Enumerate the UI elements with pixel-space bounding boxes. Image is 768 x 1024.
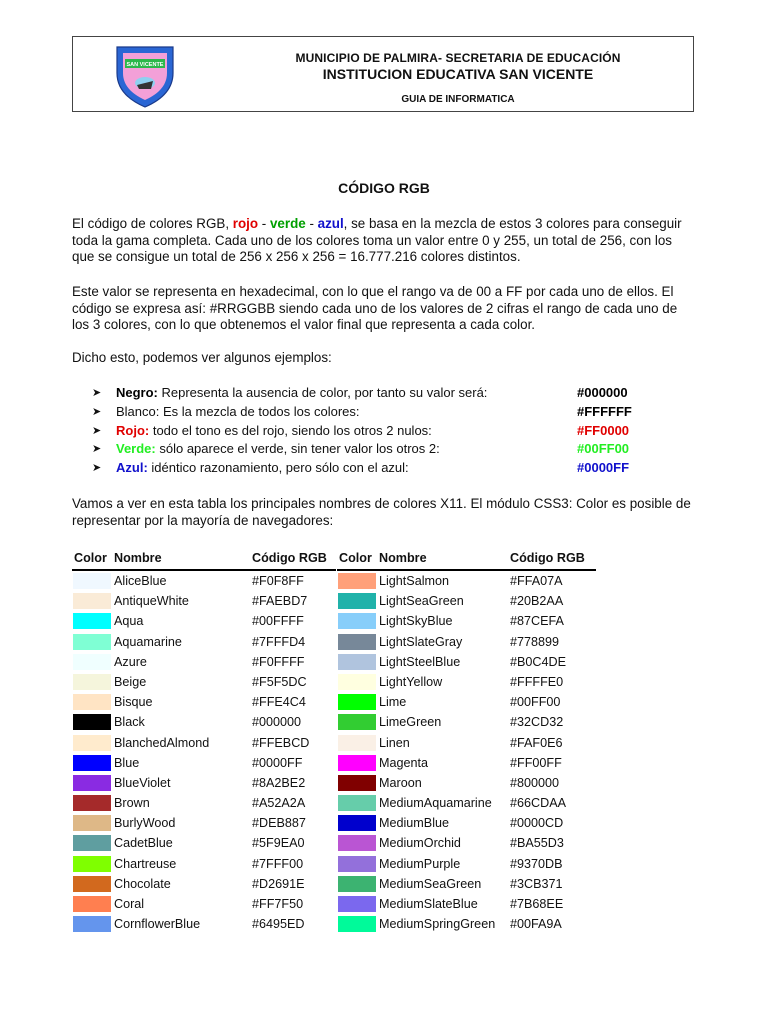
intro-paragraph-2: Este valor se representa en hexadecimal, con lo que el rango va de 00 a FF por cada uno de ellos. El código se expresa así: #RRGGBB siendo cada uno de los valores de 2 cifras el rango de cada uno de los 3 colores, con lo que obtenemos el valor final que representa a cada color. (72, 284, 678, 333)
color-code: #BA55D3 (510, 836, 564, 851)
color-name: Brown (114, 796, 150, 811)
color-swatch (338, 876, 376, 892)
bullet-arrow-icon: ➤ (92, 387, 102, 399)
color-code: #D2691E (252, 876, 305, 891)
color-name: Magenta (379, 755, 429, 770)
color-code: #800000 (510, 775, 560, 790)
header-code: Código RGB (510, 551, 585, 565)
color-swatch (73, 714, 111, 730)
example-code: #000000 (577, 385, 628, 400)
example-description: idéntico razonamiento, pero sólo con el azul: (147, 460, 409, 476)
p1-text-end: , se basa en la mezcla de estos 3 colores para conseguir toda la gama completa. Cada uno de los colores toma un valor entre 0 y 255, un total de 256, con los que se consigue un total de 256 x 256 x 256 = 16.777.216 colores distintos. (72, 216, 682, 265)
color-swatch (73, 835, 111, 851)
table-row (72, 712, 336, 732)
color-code: #66CDAA (510, 796, 567, 811)
color-name: BlanchedAlmond (114, 735, 210, 750)
color-swatch (338, 573, 376, 589)
table-row (337, 753, 596, 773)
example-text (116, 384, 487, 403)
color-name: Chocolate (114, 876, 171, 891)
example-text (116, 440, 440, 459)
color-swatch (73, 573, 111, 589)
color-swatch (73, 775, 111, 791)
examples-list (92, 384, 652, 478)
example-term: Azul: (116, 460, 148, 476)
color-swatch (338, 835, 376, 851)
table-row (337, 914, 596, 934)
color-swatch (338, 613, 376, 629)
color-name: Linen (379, 735, 410, 750)
color-name: LightSeaGreen (379, 594, 464, 609)
header-name: Nombre (379, 551, 427, 565)
color-code: #7FFF00 (252, 856, 304, 871)
color-code: #000000 (252, 715, 302, 730)
color-name: LightSlateGray (379, 634, 463, 649)
color-name: BurlyWood (114, 816, 176, 831)
color-swatch (73, 795, 111, 811)
color-swatch (73, 674, 111, 690)
color-swatch (338, 916, 376, 932)
table-row (337, 773, 596, 793)
table-row (72, 611, 336, 631)
example-text (116, 403, 360, 422)
color-swatch (73, 634, 111, 650)
example-description: Blanco: Es la mezcla de todos los colores: (116, 403, 360, 419)
table-row (72, 793, 336, 813)
color-name: MediumPurple (379, 856, 461, 871)
color-code: #FAEBD7 (252, 594, 308, 609)
color-swatch (338, 856, 376, 872)
example-item (92, 440, 652, 459)
term-rojo: rojo (232, 216, 259, 231)
color-swatch (338, 634, 376, 650)
table-row (337, 672, 596, 692)
example-item (92, 459, 652, 478)
color-swatch (73, 654, 111, 670)
color-name: Aqua (114, 614, 144, 629)
table-header-left (72, 547, 336, 571)
example-description: sólo aparece el verde, sin tener valor los otros 2: (155, 441, 440, 457)
color-name: MediumSpringGreen (379, 917, 496, 932)
header-color: Color (74, 551, 107, 565)
color-code: #FFA07A (510, 574, 563, 588)
logo-text: SAN VICENTE (126, 62, 164, 68)
color-swatch (73, 876, 111, 892)
table-row (337, 611, 596, 631)
header-name: Nombre (114, 551, 162, 565)
table-row (337, 571, 596, 591)
color-swatch (73, 593, 111, 609)
example-text (116, 459, 409, 478)
table-row (337, 733, 596, 753)
color-name: MediumOrchid (379, 836, 461, 851)
table-row (337, 854, 596, 874)
header-code: Código RGB (252, 551, 327, 565)
color-code: #FAF0E6 (510, 735, 563, 750)
color-code: #00FA9A (510, 917, 562, 932)
color-swatch (338, 593, 376, 609)
table-row (337, 793, 596, 813)
color-swatch (338, 755, 376, 771)
bullet-arrow-icon: ➤ (92, 443, 102, 456)
color-swatch (338, 654, 376, 670)
table-row (72, 591, 336, 611)
color-name: MediumAquamarine (379, 796, 492, 811)
color-name: AliceBlue (114, 574, 167, 588)
school-shield-logo (113, 41, 177, 109)
color-name: Beige (114, 674, 147, 689)
example-item (92, 403, 652, 422)
table-row (72, 833, 336, 853)
municipality-heading: MUNICIPIO DE PALMIRA- SECRETARIA DE EDUCACIÓN (295, 51, 621, 65)
table-row (72, 632, 336, 652)
example-term: Verde: (116, 441, 156, 457)
table-row (72, 672, 336, 692)
example-text (116, 422, 432, 441)
color-name: Coral (114, 897, 145, 911)
example-code: #FF0000 (577, 422, 630, 438)
example-code: #0000FF (577, 460, 630, 476)
color-code: #F0F8FF (252, 574, 304, 588)
color-name: BlueViolet (114, 775, 171, 790)
color-code: #0000CD (510, 816, 564, 831)
color-code: #7B68EE (510, 897, 564, 911)
color-code: #87CEFA (510, 614, 564, 629)
color-name: Blue (114, 755, 140, 770)
color-code: #8A2BE2 (252, 775, 306, 790)
example-description: todo el tono es del rojo, siendo los otros 2 nulos: (149, 422, 432, 438)
color-swatch (73, 856, 111, 872)
table-row (72, 773, 336, 793)
color-name: CadetBlue (114, 836, 173, 851)
color-code: #F5F5DC (252, 674, 307, 689)
term-azul: azul (317, 216, 344, 231)
table-row (72, 874, 336, 894)
color-table-right (337, 547, 596, 934)
document-header (72, 36, 694, 112)
color-swatch (338, 795, 376, 811)
example-item (92, 422, 652, 441)
color-code: #7FFFD4 (252, 634, 306, 649)
table-row (72, 571, 336, 591)
color-swatch (338, 694, 376, 710)
color-code: #0000FF (252, 755, 303, 770)
color-swatch (338, 714, 376, 730)
color-name: MediumSlateBlue (379, 897, 478, 911)
color-code: #20B2AA (510, 594, 564, 609)
color-swatch (338, 674, 376, 690)
color-code: #00FF00 (510, 695, 561, 710)
color-swatch (338, 735, 376, 751)
color-swatch (73, 694, 111, 710)
table-row (337, 652, 596, 672)
color-swatch (73, 613, 111, 629)
intro-paragraph-1 (72, 216, 698, 266)
color-swatch (73, 896, 111, 912)
guide-subheading: GUIA DE INFORMATICA (401, 94, 515, 105)
intro-paragraph-3: Dicho esto, podemos ver algunos ejemplos: (72, 350, 332, 365)
example-code: #FFFFFF (577, 403, 632, 419)
color-swatch (338, 896, 376, 912)
color-code: #5F9EA0 (252, 836, 305, 851)
color-name: Chartreuse (114, 856, 177, 871)
color-name: LightSkyBlue (379, 614, 453, 629)
bullet-arrow-icon: ➤ (92, 462, 102, 475)
color-name: Maroon (379, 775, 422, 790)
color-code: #00FFFF (252, 614, 304, 629)
color-swatch (73, 735, 111, 751)
table-header-right (337, 547, 596, 571)
example-term: Rojo: (116, 422, 150, 438)
table-intro-paragraph: Vamos a ver en esta tabla los principales nombres de colores X11. El módulo CSS3: Color es posible de representar por la mayoría de navegadores: (72, 496, 691, 528)
color-swatch (73, 815, 111, 831)
color-swatch (338, 775, 376, 791)
color-name: LightSalmon (379, 574, 450, 588)
table-row (72, 813, 336, 833)
table-row (72, 854, 336, 874)
p1-text-start: El código de colores RGB, (72, 216, 233, 231)
color-code: #A52A2A (252, 796, 306, 811)
header-color: Color (339, 551, 372, 565)
color-name: LimeGreen (379, 715, 442, 730)
color-code: #FFFFE0 (510, 674, 564, 689)
color-swatch (73, 755, 111, 771)
table-row (72, 914, 336, 934)
color-name: CornflowerBlue (114, 917, 201, 932)
institution-heading: INSTITUCION EDUCATIVA SAN VICENTE (322, 66, 594, 82)
color-code: #6495ED (252, 917, 305, 932)
page-title: CÓDIGO RGB (338, 180, 430, 196)
table-row (72, 753, 336, 773)
color-name: Lime (379, 695, 407, 710)
table-row (337, 813, 596, 833)
example-term: Negro: (116, 385, 158, 400)
example-code: #00FF00 (577, 441, 630, 457)
color-code: #FF00FF (510, 755, 562, 770)
color-swatch (73, 916, 111, 932)
table-row (72, 652, 336, 672)
color-name: Black (114, 715, 145, 730)
table-row (337, 833, 596, 853)
color-code: #778899 (510, 634, 560, 649)
color-code: #F0FFFF (252, 654, 305, 669)
color-name: AntiqueWhite (114, 594, 189, 609)
color-code: #9370DB (510, 856, 563, 871)
table-row (337, 591, 596, 611)
color-name: LightSteelBlue (379, 654, 461, 669)
table-row (337, 632, 596, 652)
table-row (337, 874, 596, 894)
color-code: #32CD32 (510, 715, 564, 730)
color-name: LightYellow (379, 674, 443, 689)
color-name: Azure (114, 654, 147, 669)
color-table-left (72, 547, 336, 934)
color-name: Aquamarine (114, 634, 182, 649)
table-row (337, 692, 596, 712)
example-item (92, 384, 652, 403)
color-swatch (338, 815, 376, 831)
table-row (72, 733, 336, 753)
table-row (337, 894, 596, 914)
color-name: MediumSeaGreen (379, 876, 482, 891)
color-code: #FFE4C4 (252, 695, 306, 710)
term-verde: verde (269, 216, 306, 231)
table-row (72, 692, 336, 712)
bullet-arrow-icon: ➤ (92, 424, 102, 437)
dash-1: - (258, 216, 270, 231)
color-name: MediumBlue (379, 816, 449, 831)
table-row (337, 712, 596, 732)
header-text (223, 51, 693, 105)
color-code: #DEB887 (252, 816, 306, 831)
color-code: #FF7F50 (252, 897, 304, 911)
dash-2: - (305, 216, 318, 231)
table-row (72, 894, 336, 914)
color-code: #3CB371 (510, 876, 563, 891)
example-description: Representa la ausencia de color, por tanto su valor será: (157, 385, 488, 400)
bullet-arrow-icon: ➤ (92, 405, 102, 418)
color-code: #B0C4DE (510, 654, 567, 669)
color-code: #FFEBCD (252, 735, 310, 750)
color-name: Bisque (114, 695, 153, 710)
